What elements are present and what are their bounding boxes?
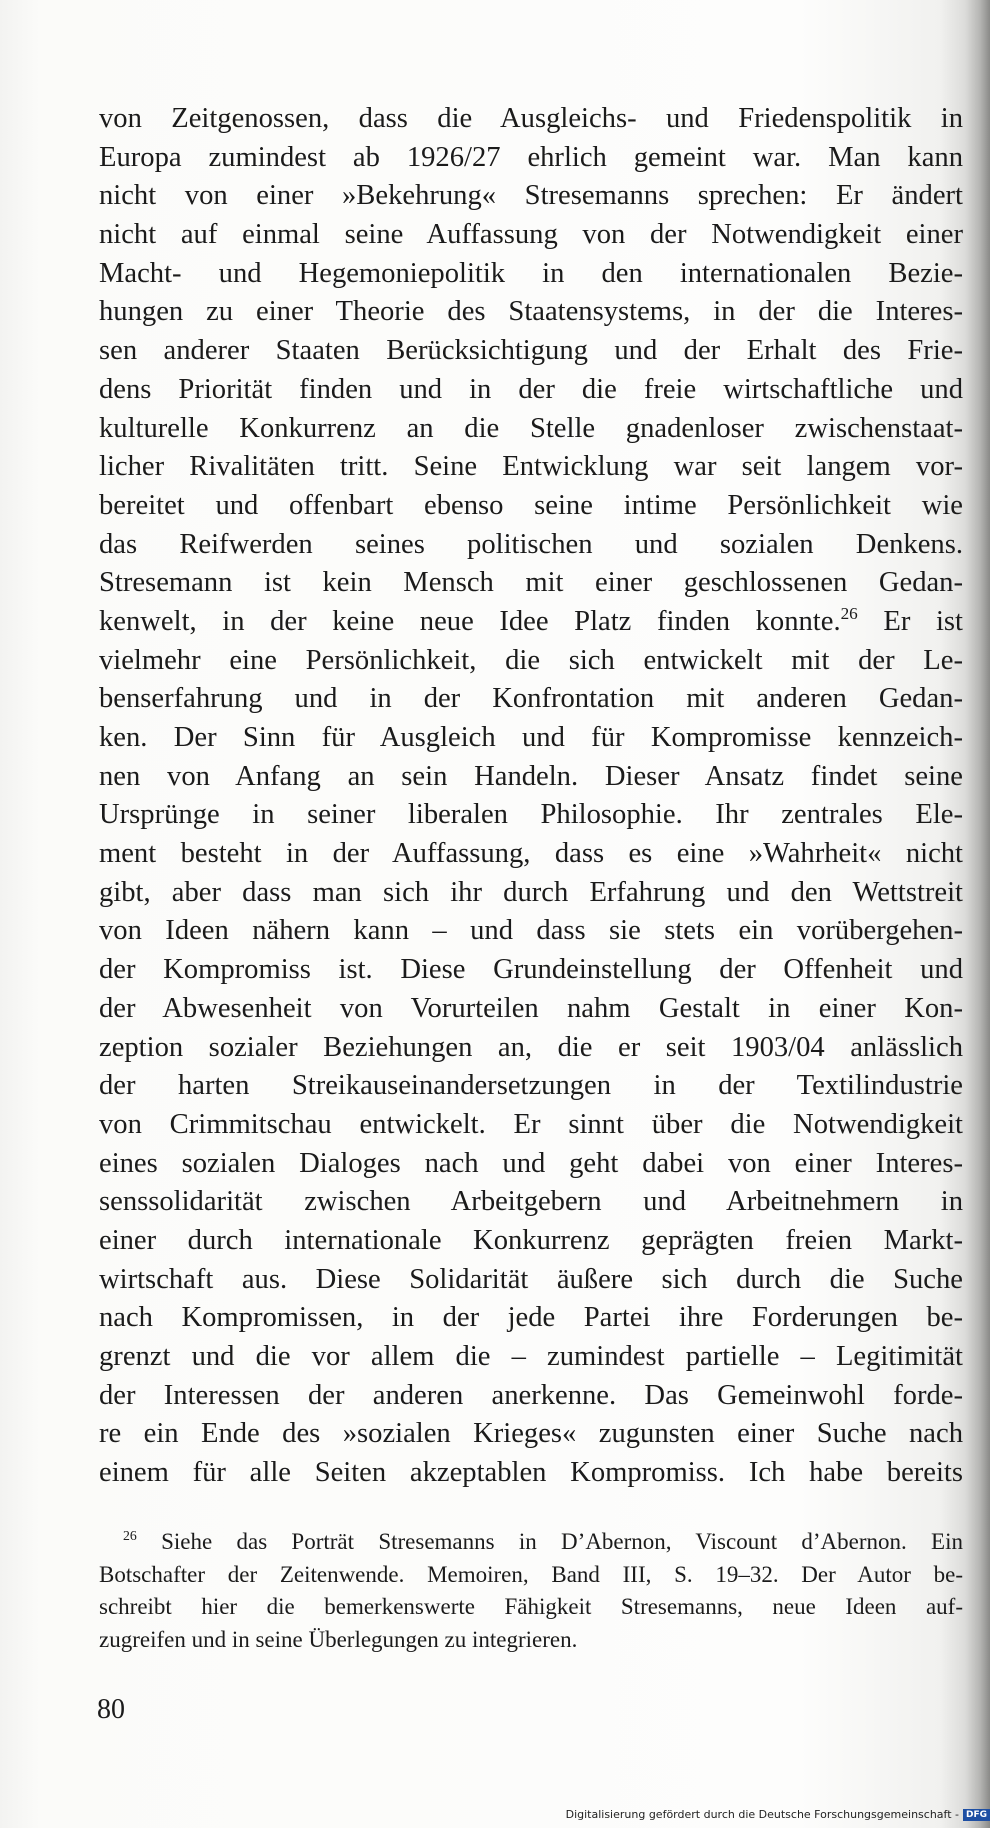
body-line: einem für alle Seiten akzeptablen Kompromiss. Ich habe bereits xyxy=(99,1457,963,1489)
body-line: zeption sozialer Beziehungen an, die er seit 1903/04 anlässlich xyxy=(99,1031,963,1063)
body-line: von Crimmitschau entwickelt. Er sinnt über die Notwendigkeit xyxy=(99,1108,963,1140)
footnote-line xyxy=(99,1526,963,1559)
body-line: vielmehr eine Persönlichkeit, die sich entwickelt mit der Le- xyxy=(99,644,963,676)
body-line: der Abwesenheit von Vorurteilen nahm Gestalt in einer Kon- xyxy=(99,992,963,1024)
footnote xyxy=(99,1526,963,1656)
body-line: hungen zu einer Theorie des Staatensystems, in der die Interes- xyxy=(99,296,963,328)
body-line-with-footnote-ref xyxy=(99,603,963,642)
body-line-text: kenwelt, in der keine neue Idee Platz finden konnte. xyxy=(99,605,841,637)
body-line: kulturelle Konkurrenz an die Stelle gnadenloser zwischenstaat- xyxy=(99,412,963,444)
body-text xyxy=(99,100,963,1493)
dfg-logo: DFG xyxy=(963,1809,990,1821)
digitization-credit xyxy=(566,1808,990,1822)
body-line: eines sozialen Dialoges nach und geht dabei von einer Interes- xyxy=(99,1147,963,1179)
body-line: das Reifwerden seines politischen und sozialen Denkens. xyxy=(99,528,963,560)
body-line: nicht auf einmal seine Auffassung von der Notwendigkeit einer xyxy=(99,219,963,251)
body-line: Europa zumindest ab 1926/27 ehrlich gemeint war. Man kann xyxy=(99,141,963,173)
body-line-tail: Er ist xyxy=(857,605,963,637)
body-line: gibt, aber dass man sich ihr durch Erfahrung und den Wettstreit xyxy=(99,876,963,908)
body-line: benserfahrung und in der Konfrontation mit anderen Gedan- xyxy=(99,683,963,715)
body-line: der Interessen der anderen anerkenne. Das Gemeinwohl forde- xyxy=(99,1379,963,1411)
body-line: Macht- und Hegemoniepolitik in den internationalen Bezie- xyxy=(99,257,963,289)
body-line: grenzt und die vor allem die – zumindest partielle – Legitimität xyxy=(99,1341,963,1372)
body-line: re ein Ende des »sozialen Krieges« zugunsten einer Suche nach xyxy=(99,1418,963,1450)
footnote-line: Botschafter der Zeitenwende. Memoiren, Band III, S. 19–32. Der Autor be- xyxy=(99,1561,963,1587)
body-line: von Zeitgenossen, dass die Ausgleichs- und Friedenspolitik in xyxy=(99,103,963,134)
body-line: von Ideen nähern kann – und dass sie stets ein vorübergehen- xyxy=(99,915,963,947)
page-number: 80 xyxy=(97,1694,125,1725)
body-line: wirtschaft aus. Diese Solidarität äußere sich durch die Suche xyxy=(99,1263,963,1295)
body-line: sen anderer Staaten Berücksichtigung und der Erhalt des Frie- xyxy=(99,335,963,367)
body-line: Stresemann ist kein Mensch mit einer geschlossenen Gedan- xyxy=(99,567,963,599)
footnote-text: Siehe das Porträt Stresemanns in D’Abernon, Viscount d’Abernon. Ein xyxy=(161,1529,963,1554)
footnote-number: 26 xyxy=(123,1528,137,1544)
body-line: nen von Anfang an sein Handeln. Dieser Ansatz findet seine xyxy=(99,760,963,792)
footnote-line: schreibt hier die bemerkenswerte Fähigkeit Stresemanns, neue Ideen auf- xyxy=(99,1594,963,1619)
body-line: ken. Der Sinn für Ausgleich und für Kompromisse kennzeich- xyxy=(99,722,963,753)
footnote-line: zugreifen und in seine Überlegungen zu integrieren. xyxy=(99,1626,578,1652)
body-line: nach Kompromissen, in der jede Partei ihre Forderungen be- xyxy=(99,1302,963,1334)
body-line: der harten Streikauseinandersetzungen in der Textilindustrie xyxy=(99,1070,963,1102)
body-line: bereitet und offenbart ebenso seine intime Persönlichkeit wie xyxy=(99,489,963,521)
body-line: senssolidarität zwischen Arbeitgebern und Arbeitnehmern in xyxy=(99,1186,963,1218)
body-line: der Kompromiss ist. Diese Grundeinstellung der Offenheit und xyxy=(99,954,963,986)
body-line: einer durch internationale Konkurrenz geprägten freien Markt- xyxy=(99,1224,963,1256)
credit-text: Digitalisierung gefördert durch die Deutsche Forschungsgemeinschaft - xyxy=(565,1808,959,1821)
footnote-reference[interactable]: 26 xyxy=(840,603,858,623)
body-line: dens Priorität finden und in der die freie wirtschaftliche und xyxy=(99,373,963,405)
body-line: Ursprünge in seiner liberalen Philosophie. Ihr zentrales Ele- xyxy=(99,799,963,831)
body-line: nicht von einer »Bekehrung« Stresemanns sprechen: Er ändert xyxy=(99,180,963,212)
body-line: ment besteht in der Auffassung, dass es eine »Wahrheit« nicht xyxy=(99,838,963,870)
body-line: licher Rivalitäten tritt. Seine Entwicklung war seit langem vor- xyxy=(99,451,963,483)
